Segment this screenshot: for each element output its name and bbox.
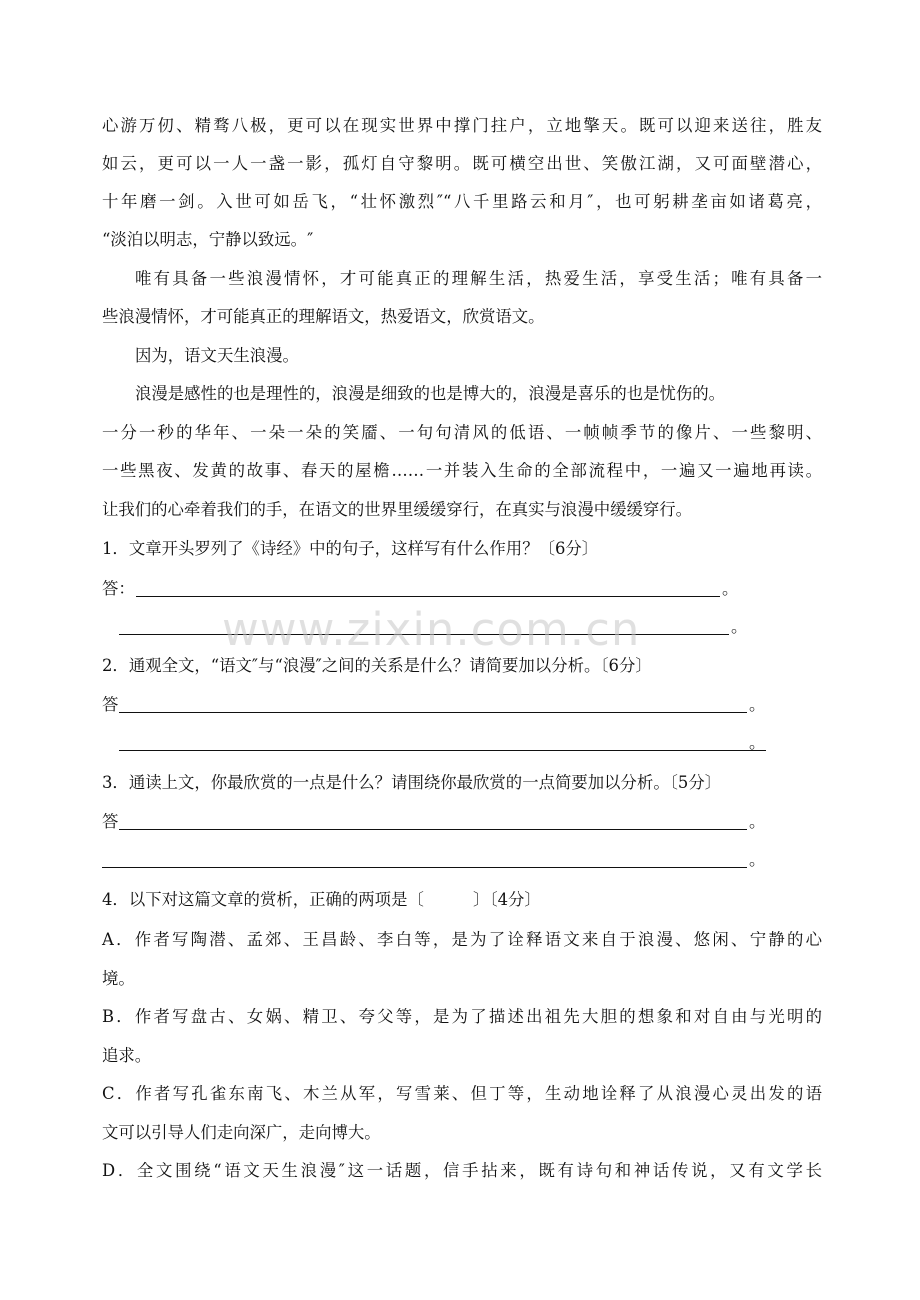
passage-line: 十年磨一剑。入世可如岳飞，“壮怀激烈″“八千里路云和月″，也可躬耕垄亩如诸葛亮， <box>102 192 822 211</box>
option-d: D．全文围绕“语文天生浪漫″这一话题，信手拈来，既有诗句和神话传说，又有文学长 <box>102 1161 822 1180</box>
passage-line: 如云，更可以一人一盏一影，孤灯自守黎明。既可横空出世、笑傲江湖，又可面壁潜心， <box>102 154 822 173</box>
answer-line-q1-1[interactable] <box>102 577 742 601</box>
watermark: www.zixin.com.cn <box>222 603 641 656</box>
answer-period: 。 <box>749 733 766 752</box>
answer-line-q3-2[interactable] <box>102 848 782 872</box>
option-b: B．作者写盘古、女娲、精卫、夸父等，是为了描述出祖先大胆的想象和对自由与光明的 <box>102 1007 822 1026</box>
passage-line: 一分一秒的华年、一朵一朵的笑靥、一句句清风的低语、一帧帧季节的像片、一些黎明、 <box>102 423 822 442</box>
passage-line: 浪漫是感性的也是理性的，浪漫是细致的也是博大的，浪漫是喜乐的也是忧伤的。 <box>135 384 726 403</box>
question-1: 1．文章开头罗列了《诗经》中的句子，这样写有什么作用？〔6分〕 <box>102 539 599 558</box>
passage-line: 让我们的心牵着我们的手，在语文的世界里缓缓穿行，在真实与浪漫中缓缓穿行。 <box>102 500 693 519</box>
passage-line: 一些黑夜、发黄的故事、春天的屋檐……一并装入生命的全部流程中，一遍又一遍地再读。 <box>102 461 822 480</box>
answer-label: 答 <box>102 695 119 714</box>
answer-line-q3-1[interactable] <box>102 810 782 834</box>
passage-line: 些浪漫情怀，才可能真正的理解语文，热爱语文，欣赏语文。 <box>102 307 545 326</box>
passage-line: 心游万仞、精骛八极，更可以在现实世界中撑门拄户，立地擎天。既可以迎来送往，胜友 <box>102 116 822 135</box>
passage-line: 唯有具备一些浪漫情怀，才可能真正的理解生活，热爱生活，享受生活；唯有具备一 <box>135 269 822 288</box>
question-4: 4．以下对这篇文章的赏析，正确的两项是〔 〕〔4分〕 <box>102 890 541 909</box>
answer-period: 。 <box>749 695 766 714</box>
option-c-cont: 文可以引导人们走向深广，走向博大。 <box>102 1123 381 1142</box>
answer-line-q2-1[interactable] <box>102 693 782 717</box>
answer-label: 答 <box>102 812 119 831</box>
question-2: 2．通观全文，“语文″与“浪漫″之间的关系是什么？请简要加以分析。〔6分〕 <box>102 656 652 675</box>
option-a-cont: 境。 <box>102 969 135 988</box>
answer-period: 。 <box>749 850 766 869</box>
passage-line: 因为，语文天生浪漫。 <box>135 346 299 365</box>
option-c: C．作者写孔雀东南飞、木兰从军，写雪莱、但丁等，生动地诠释了从浪漫心灵出发的语 <box>102 1084 822 1103</box>
passage-line: “淡泊以明志，宁静以致远。″ <box>102 230 314 249</box>
answer-line-q2-2[interactable] <box>119 731 779 755</box>
question-3: 3．通读上文，你最欣赏的一点是什么？请围绕你最欣赏的一点简要加以分析。〔5分〕 <box>102 773 722 792</box>
answer-period: 。 <box>749 812 766 831</box>
option-b-cont: 追求。 <box>102 1046 152 1065</box>
answer-label: 答： <box>102 579 135 598</box>
option-a: A．作者写陶潜、孟郊、王昌龄、李白等，是为了诠释语文来自于浪漫、悠闲、宁静的心 <box>102 930 822 949</box>
answer-period: 。 <box>722 579 739 598</box>
answer-period: 。 <box>731 617 748 636</box>
